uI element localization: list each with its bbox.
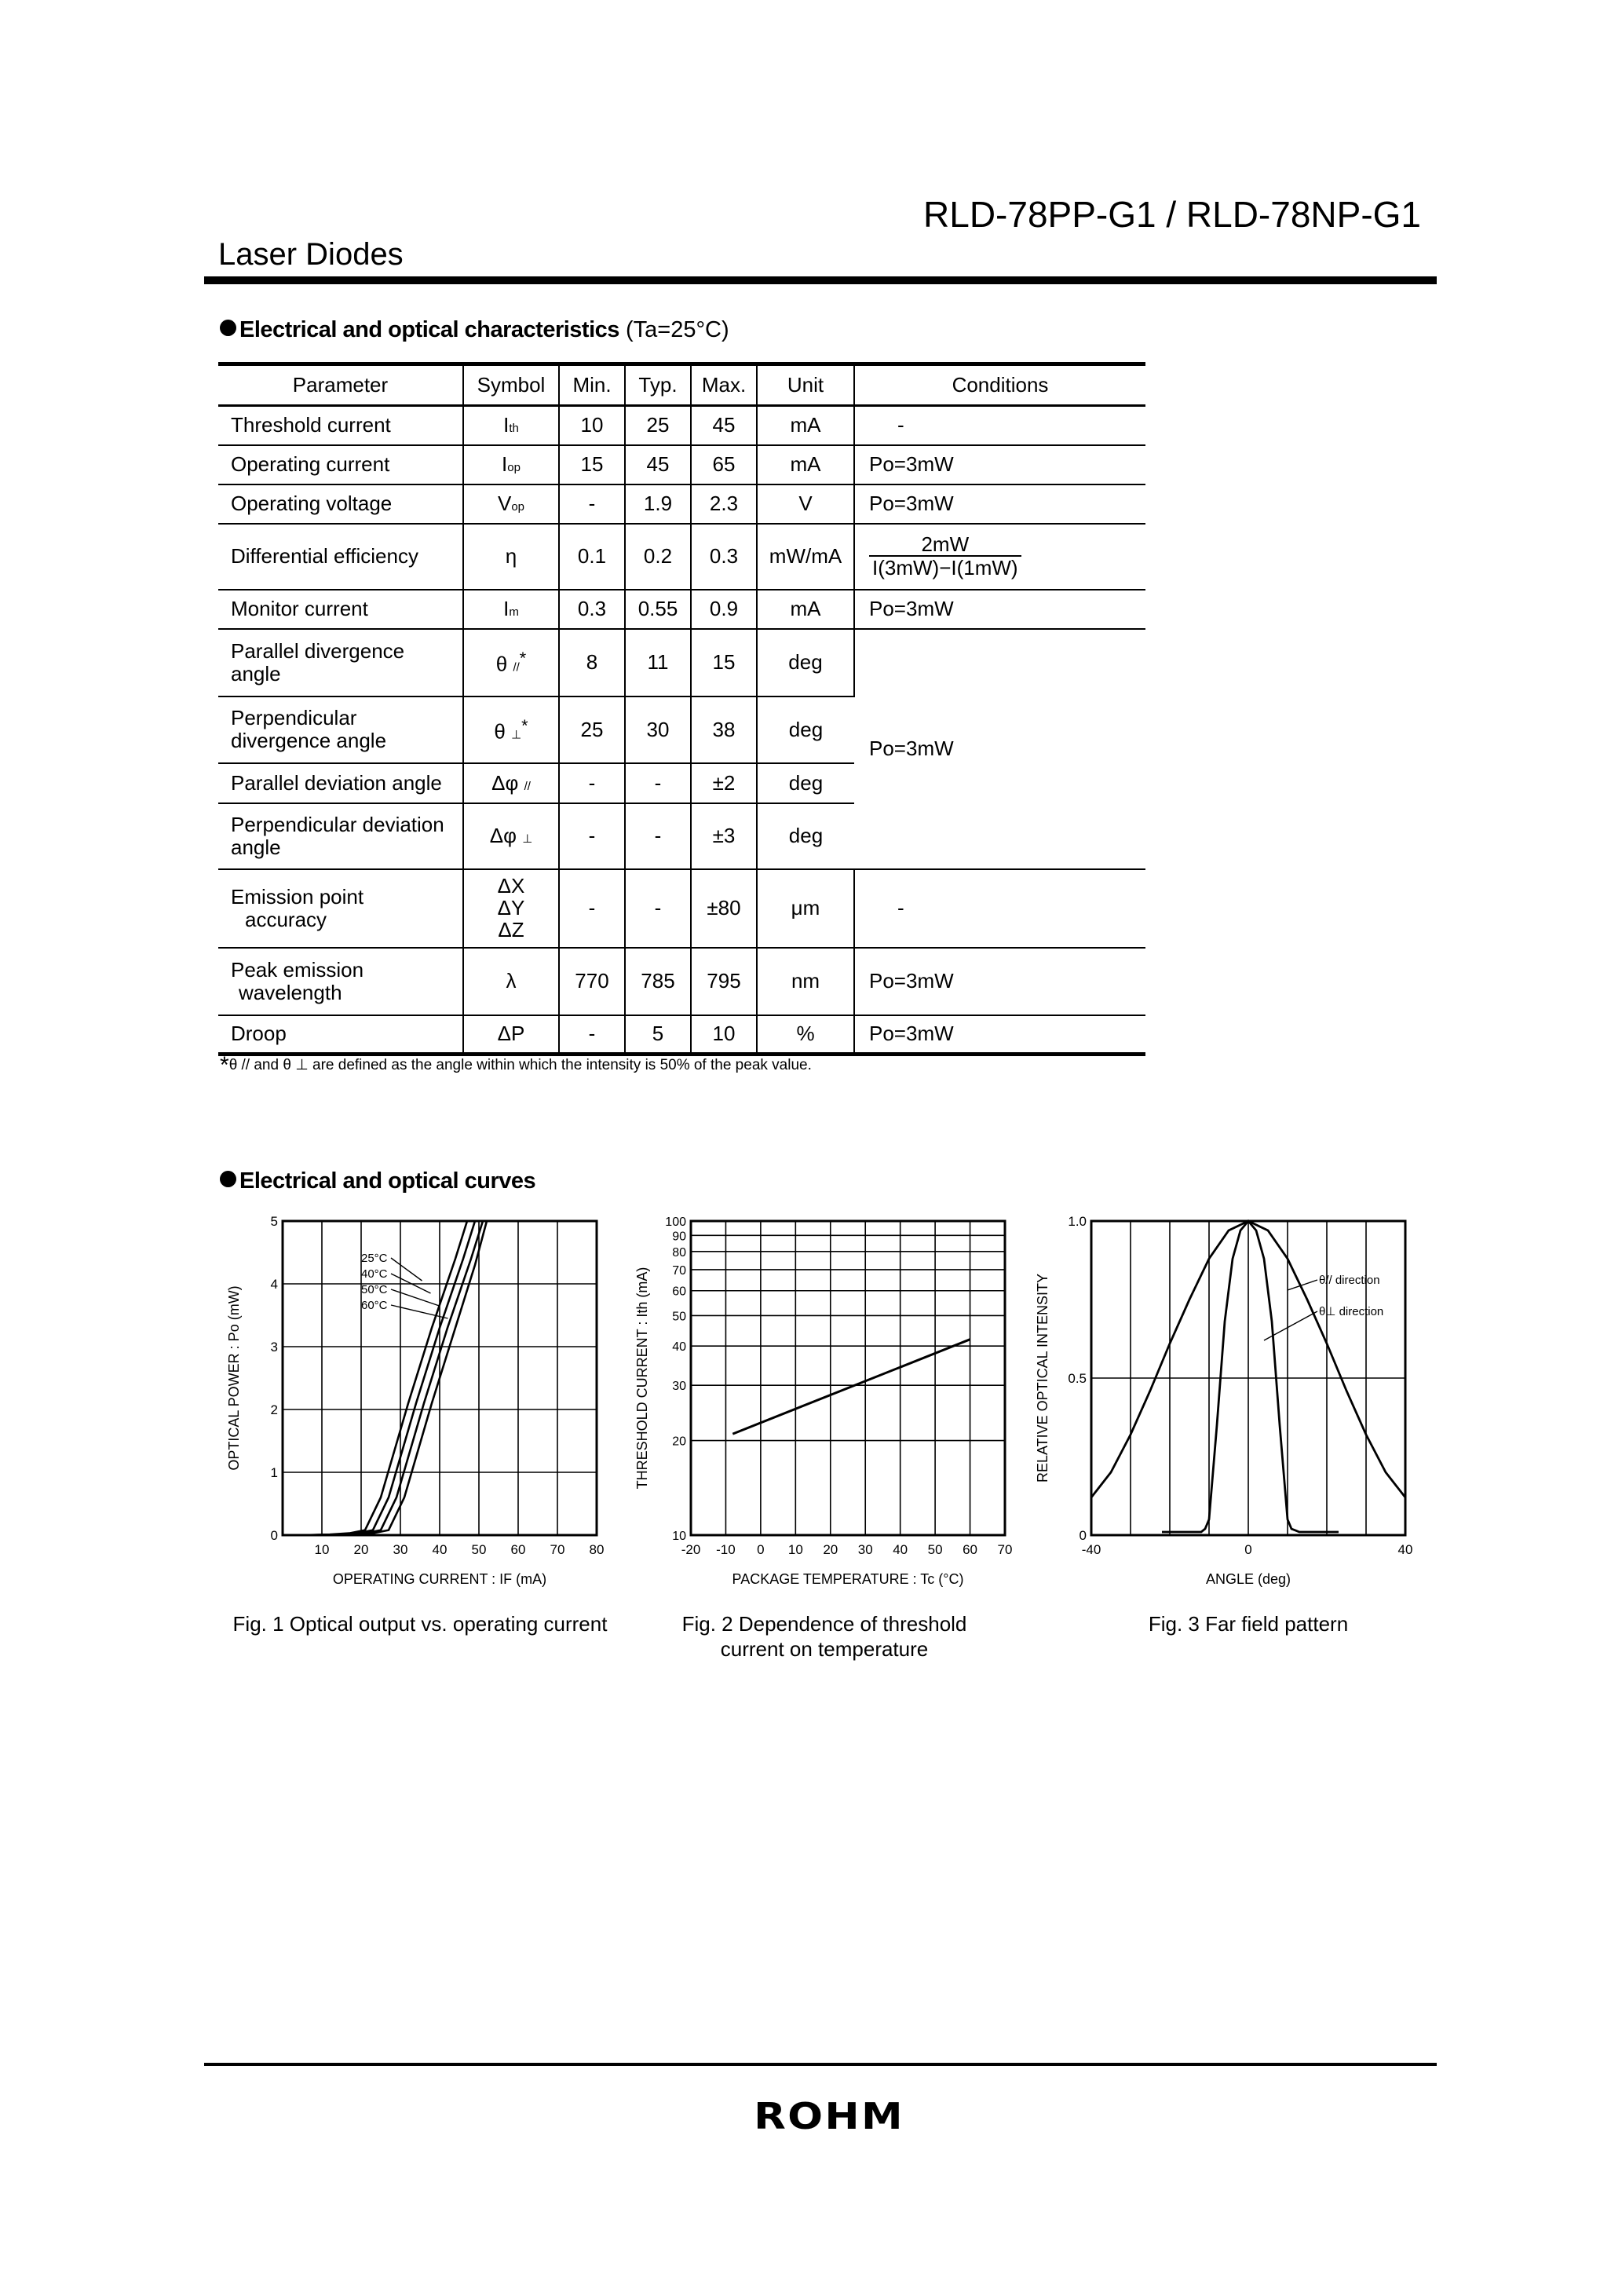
y-tick-label: 60 (672, 1285, 686, 1299)
param-cell: Parallel divergence angle (218, 629, 463, 696)
section-characteristics-heading (220, 317, 729, 343)
efficiency-formula: $\frac{2mW}{I(3mW)-I(1mW)}$ (869, 533, 1021, 579)
typ-cell: - (625, 803, 691, 869)
param-cell: Emission point accuracy (218, 869, 463, 948)
table-row (218, 948, 1145, 1015)
series-line (302, 1221, 483, 1535)
x-tick-label: 10 (314, 1542, 330, 1557)
symbol-cell: Δφ // (463, 763, 559, 803)
typ-cell: 0.2 (625, 524, 691, 590)
symbol-cell: Iop (463, 445, 559, 484)
series-label: 50°C (361, 1283, 388, 1296)
symbol-cell: η (463, 524, 559, 590)
min-cell: 0.1 (559, 524, 625, 590)
typ-cell: 25 (625, 406, 691, 445)
part-number: RLD-78PP-G1 / RLD-78NP-G1 (923, 194, 1421, 235)
y-tick-label: 2 (270, 1402, 278, 1417)
max-cell: ±2 (691, 763, 757, 803)
section-curves-title: Electrical and optical curves (239, 1168, 536, 1194)
x-tick-label: 50 (471, 1542, 487, 1557)
min-cell: - (559, 803, 625, 869)
conditions-cell: - (854, 869, 1145, 948)
column-header: Parameter (218, 364, 463, 406)
conditions-cell: Po=3mW (854, 590, 1145, 629)
x-tick-label: 60 (510, 1542, 526, 1557)
unit-cell: deg (757, 803, 854, 869)
table-row (218, 524, 1145, 590)
typ-cell: 1.9 (625, 484, 691, 524)
param-cell: Threshold current (218, 406, 463, 445)
x-tick-label: -40 (1081, 1542, 1101, 1557)
column-header: Max. (691, 364, 757, 406)
param-cell: Differential efficiency (218, 524, 463, 590)
y-tick-label: 0 (1079, 1528, 1087, 1543)
conditions-cell: Po=3mW (854, 1015, 1145, 1055)
figure-1-caption: Fig. 1 Optical output vs. operating current (232, 1612, 608, 1636)
y-axis-label: OPTICAL POWER : Po (mW) (226, 1285, 242, 1471)
x-axis-label: OPERATING CURRENT : IF (mA) (332, 1571, 547, 1587)
series-line (732, 1340, 970, 1434)
max-cell: 15 (691, 629, 757, 696)
y-tick-label: 10 (672, 1530, 686, 1543)
max-cell: 0.3 (691, 524, 757, 590)
series-label: 25°C (361, 1252, 388, 1265)
x-tick-label: 70 (550, 1542, 565, 1557)
unit-cell: deg (757, 629, 854, 696)
min-cell: 770 (559, 948, 625, 1015)
series-line (302, 1221, 475, 1535)
x-tick-label: 20 (353, 1542, 369, 1557)
table-footnote: *θ // and θ ⊥ are defined as the angle within which the intensity is 50% of the peak value. (220, 1052, 812, 1078)
y-tick-label: 1.0 (1068, 1214, 1087, 1229)
x-tick-label: 30 (393, 1542, 408, 1557)
unit-cell: mW/mA (757, 524, 854, 590)
x-tick-label: 0 (1244, 1542, 1252, 1557)
unit-cell: mA (757, 406, 854, 445)
max-cell: 2.3 (691, 484, 757, 524)
y-tick-label: 100 (665, 1216, 686, 1229)
param-cell: Perpendicular deviation angle (218, 803, 463, 869)
x-tick-label: 10 (787, 1542, 803, 1557)
min-cell: 8 (559, 629, 625, 696)
symbol-cell: λ (463, 948, 559, 1015)
series-label: θ⊥ direction (1319, 1305, 1384, 1318)
y-axis-label: RELATIVE OPTICAL INTENSITY (1035, 1273, 1050, 1483)
section-curves-heading (220, 1168, 535, 1194)
symbol-cell: ΔP (463, 1015, 559, 1055)
unit-cell: deg (757, 763, 854, 803)
category-title: Laser Diodes (218, 237, 404, 272)
section-characteristics-title: Electrical and optical characteristics (239, 317, 619, 342)
symbol-cell: ΔX ΔY ΔZ (463, 869, 559, 948)
symbol-cell: θ ⊥* (463, 696, 559, 763)
column-header: Unit (757, 364, 854, 406)
table-row (218, 629, 1145, 696)
x-tick-label: -20 (681, 1542, 701, 1557)
min-cell: - (559, 1015, 625, 1055)
series-leader-line (391, 1258, 422, 1281)
x-tick-label: 60 (963, 1542, 978, 1557)
figure-2-caption: Fig. 2 Dependence of threshold current on temperature (681, 1612, 967, 1661)
conditions-cell: - (854, 406, 1145, 445)
typ-cell: 11 (625, 629, 691, 696)
min-cell: - (559, 484, 625, 524)
y-tick-label: 4 (270, 1277, 278, 1292)
min-cell: 10 (559, 406, 625, 445)
symbol-cell: Δφ ⊥ (463, 803, 559, 869)
min-cell: 15 (559, 445, 625, 484)
unit-cell: mA (757, 590, 854, 629)
max-cell: 10 (691, 1015, 757, 1055)
param-cell: Operating voltage (218, 484, 463, 524)
param-cell: Peak emission wavelength (218, 948, 463, 1015)
y-tick-label: 50 (672, 1310, 686, 1324)
y-tick-label: 0 (270, 1528, 278, 1543)
series-line (1162, 1221, 1339, 1532)
x-tick-label: 80 (589, 1542, 605, 1557)
column-header: Typ. (625, 364, 691, 406)
symbol-cell: Im (463, 590, 559, 629)
x-tick-label: -10 (716, 1542, 736, 1557)
unit-cell: V (757, 484, 854, 524)
param-cell: Operating current (218, 445, 463, 484)
max-cell: ±80 (691, 869, 757, 948)
max-cell: 45 (691, 406, 757, 445)
param-cell: Perpendicular divergence angle (218, 696, 463, 763)
plot-frame (691, 1221, 1005, 1535)
unit-cell: μm (757, 869, 854, 948)
symbol-cell: θ //* (463, 629, 559, 696)
table-row (218, 869, 1145, 948)
typ-cell: - (625, 869, 691, 948)
min-cell: - (559, 869, 625, 948)
chart-optical-output (220, 1201, 620, 1594)
column-header: Conditions (854, 364, 1145, 406)
unit-cell: mA (757, 445, 854, 484)
footer-divider (204, 2063, 1437, 2066)
table-row (218, 484, 1145, 524)
symbol-cell: Ith (463, 406, 559, 445)
x-tick-label: 40 (432, 1542, 448, 1557)
param-cell: Parallel deviation angle (218, 763, 463, 803)
param-cell: Monitor current (218, 590, 463, 629)
chart-far-field-pattern (1028, 1201, 1429, 1594)
y-tick-label: 1 (270, 1465, 278, 1480)
table-row (218, 590, 1145, 629)
x-tick-label: 50 (927, 1542, 943, 1557)
x-axis-label: ANGLE (deg) (1205, 1571, 1291, 1587)
x-tick-label: 40 (1397, 1542, 1413, 1557)
y-tick-label: 0.5 (1068, 1371, 1087, 1386)
table-row (218, 1015, 1145, 1055)
bullet-icon (220, 320, 236, 336)
section-characteristics-condition: (Ta=25°C) (625, 317, 729, 342)
column-header: Symbol (463, 364, 559, 406)
series-leader-line (391, 1289, 440, 1306)
y-tick-label: 5 (270, 1214, 278, 1229)
y-tick-label: 90 (672, 1230, 686, 1244)
typ-cell: 0.55 (625, 590, 691, 629)
series-label: 40°C (361, 1267, 388, 1281)
param-cell: Droop (218, 1015, 463, 1055)
bullet-icon (220, 1171, 236, 1187)
y-tick-label: 20 (672, 1435, 686, 1449)
series-label: 60°C (361, 1299, 388, 1312)
table-row (218, 445, 1145, 484)
x-tick-label: 0 (757, 1542, 765, 1557)
typ-cell: - (625, 763, 691, 803)
conditions-cell: Po=3mW (854, 948, 1145, 1015)
series-label: θ// direction (1319, 1274, 1380, 1287)
typ-cell: 785 (625, 948, 691, 1015)
y-tick-label: 30 (672, 1380, 686, 1394)
x-axis-label: PACKAGE TEMPERATURE : Tc (°C) (732, 1571, 964, 1587)
table-header-row (218, 364, 1145, 406)
y-tick-label: 80 (672, 1245, 686, 1260)
figure-3-caption: Fig. 3 Far field pattern (1148, 1612, 1349, 1636)
y-tick-label: 70 (672, 1263, 686, 1278)
rohm-logo: ROHM (754, 2095, 904, 2137)
min-cell: - (559, 763, 625, 803)
typ-cell: 5 (625, 1015, 691, 1055)
max-cell: ±3 (691, 803, 757, 869)
symbol-cell: Vop (463, 484, 559, 524)
min-cell: 25 (559, 696, 625, 763)
max-cell: 65 (691, 445, 757, 484)
x-tick-label: 30 (857, 1542, 873, 1557)
typ-cell: 30 (625, 696, 691, 763)
y-tick-label: 3 (270, 1340, 278, 1355)
x-tick-label: 40 (893, 1542, 908, 1557)
min-cell: 0.3 (559, 590, 625, 629)
conditions-cell (854, 524, 1145, 590)
conditions-cell: Po=3mW (854, 484, 1145, 524)
unit-cell: deg (757, 696, 854, 763)
x-tick-label: 20 (823, 1542, 838, 1557)
x-tick-label: 70 (997, 1542, 1013, 1557)
column-header: Min. (559, 364, 625, 406)
chart-threshold-vs-temperature (628, 1201, 1021, 1594)
y-tick-label: 40 (672, 1340, 686, 1355)
typ-cell: 45 (625, 445, 691, 484)
max-cell: 0.9 (691, 590, 757, 629)
conditions-cell: Po=3mW (854, 629, 1145, 869)
conditions-cell: Po=3mW (854, 445, 1145, 484)
unit-cell: % (757, 1015, 854, 1055)
max-cell: 38 (691, 696, 757, 763)
max-cell: 795 (691, 948, 757, 1015)
y-axis-label: THRESHOLD CURRENT : Ith (mA) (634, 1267, 650, 1490)
table-row (218, 406, 1145, 445)
characteristics-table (218, 362, 1145, 1056)
unit-cell: nm (757, 948, 854, 1015)
header-divider (204, 276, 1437, 284)
